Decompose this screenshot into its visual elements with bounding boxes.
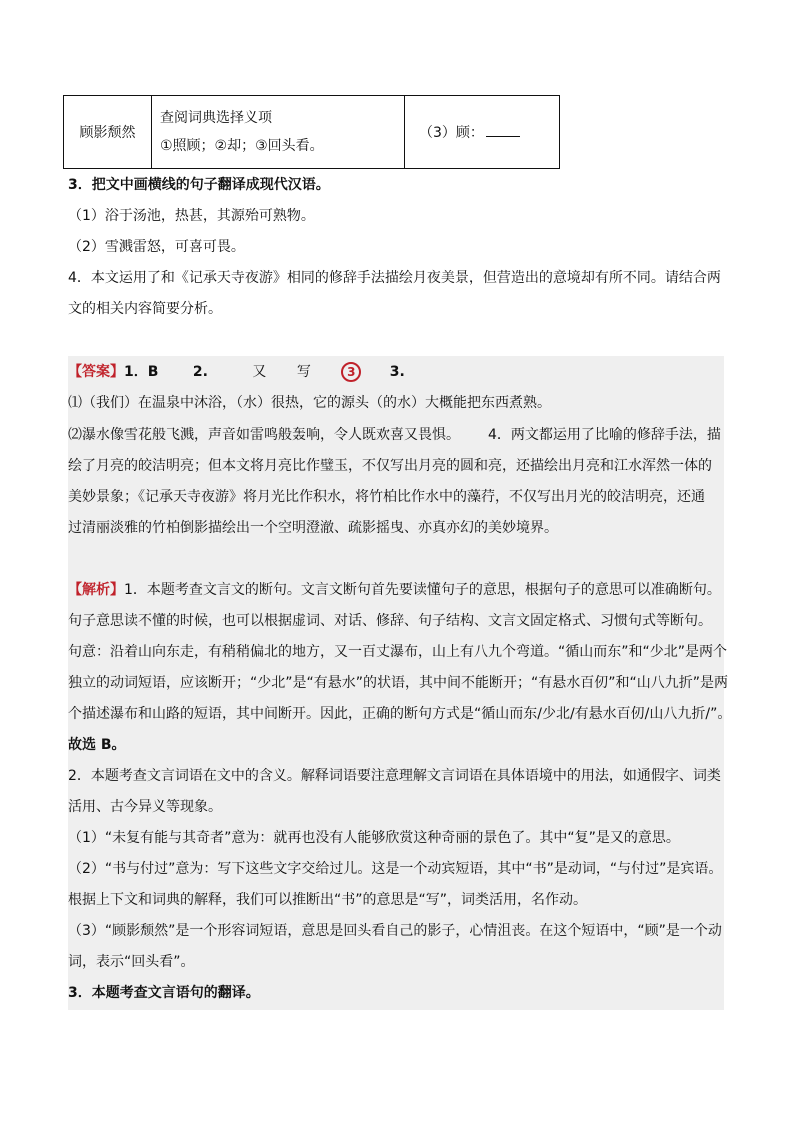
analysis-line-8: 活用、古今异义等现象。	[68, 799, 222, 815]
answer-label: 【答案】	[68, 364, 124, 380]
analysis-line-9: （1）“未复有能与其奇者”意为：就再也没有人能够欣赏这种奇丽的景色了。其中“复”是又的意思。	[68, 830, 680, 846]
analysis-line-7: 2．本题考查文言词语在文中的含义。解释词语要注意理解文言词语在具体语境中的用法，如通假字、词类	[68, 768, 721, 784]
vocab-question-cell	[405, 96, 560, 169]
vocab-word-cell	[64, 96, 152, 169]
answer-line-4: 绘了月亮的皎洁明亮；但本文将月亮比作璧玉，不仅写出月亮的圆和亮，还描绘出月亮和江水浑然一体的	[68, 458, 712, 474]
answer-2-label: 2.	[192, 364, 208, 380]
answer-line-3	[68, 425, 724, 445]
answer-line-5: 美妙景象；《记承天寺夜游》将月光比作积水，将竹柏比作水中的藻荇，不仅写出月光的皎洁明亮，还通	[68, 489, 705, 505]
analysis-line-14: 3．本题考查文言语句的翻译。	[68, 985, 260, 1001]
analysis-line-6: 故选 B。	[68, 737, 126, 753]
answer-line-3b: 4．两文都运用了比喻的修辞手法，描	[488, 427, 721, 443]
vocab-method-cell	[152, 96, 405, 169]
question-3-1: （1）浴于汤池，热甚，其源殆可熟物。	[68, 208, 315, 224]
analysis-line-5: 个描述瀑布和山路的短语，其中间断开。因此，正确的断句方式是“循山而东/少北/有悬水百仞/山八九折/”。	[68, 706, 732, 722]
answer-1: 1．B	[124, 364, 159, 380]
answer-line-3a: ⑵瀑水像雪花般飞溅，声音如雷鸣般轰响，令人既欢喜又畏惧。	[68, 427, 460, 443]
analysis-line-2: 句子意思读不懂的时候，也可以根据虚词、对话、修辞、句子结构、文言文固定格式、习惯句式等断句。	[68, 613, 712, 629]
analysis-line-3: 句意：沿着山向东走，有稍稍偏北的地方，又一百丈瀑布，山上有八九个弯道。“循山而东”和“少北”是两个	[68, 644, 728, 660]
analysis-line-13: 词，表示“回头看”。	[68, 954, 195, 970]
analysis-line-1	[68, 580, 724, 600]
analysis-text-1: 1．本题考查文言文的断句。文言文断句首先要读懂句子的意思，根据句子的意思可以准确断句。	[124, 582, 721, 598]
question-3-title: 3．把文中画横线的句子翻译成现代汉语。	[68, 177, 330, 193]
analysis-line-11: 根据上下文和词典的解释，我们可以推断出“书”的意思是“写”，词类活用，名作动。	[68, 892, 588, 908]
analysis-line-12: （3）“顾影颓然”是一个形容词短语，意思是回头看自己的影子，心情沮丧。在这个短语中，“顾”是一个动	[68, 923, 722, 939]
answer-blank	[486, 124, 520, 137]
question-4-line-1: 4．本文运用了和《记承天寺夜游》相同的修辞手法描绘月夜美景，但营造出的意境却有所不同。请结合两	[68, 270, 721, 286]
answer-2-circle: 3	[341, 362, 361, 382]
vocab-method: 查阅词典选择义项	[160, 110, 272, 126]
vocab-table	[63, 95, 560, 169]
analysis-line-10: （2）“书与付过”意为：写下这些文字交给过儿。这是一个动宾短语，其中“书”是动词，“与付过”是宾语。	[68, 861, 723, 877]
vocab-question: （3）顾：	[419, 125, 484, 141]
answer-line-6: 过清丽淡雅的竹柏倒影描绘出一个空明澄澈、疏影摇曳、亦真亦幻的美妙境界。	[68, 520, 558, 536]
answer-line-1	[68, 362, 724, 382]
vocab-options: ①照顾；②却；③回头看。	[160, 138, 324, 154]
analysis-line-4: 独立的动词短语，应该断开；“少北”是“有悬水”的状语，其中间不能断开；“有悬水百仞”和“山八九折”是两	[68, 675, 729, 691]
answer-line-2: ⑴（我们）在温泉中沐浴，（水）很热，它的源头（的水）大概能把东西煮熟。	[68, 395, 551, 411]
question-3-2: （2）雪溅雷怒，可喜可畏。	[68, 239, 245, 255]
answer-3-label: 3.	[389, 364, 405, 380]
vocab-word: 顾影颓然	[79, 125, 136, 141]
table-row	[64, 96, 560, 169]
answer-2-char-1: 又	[252, 364, 267, 380]
analysis-label: 【解析】	[68, 582, 124, 598]
question-4-line-2: 文的相关内容简要分析。	[68, 301, 222, 317]
answer-2-char-2: 写	[296, 364, 311, 380]
